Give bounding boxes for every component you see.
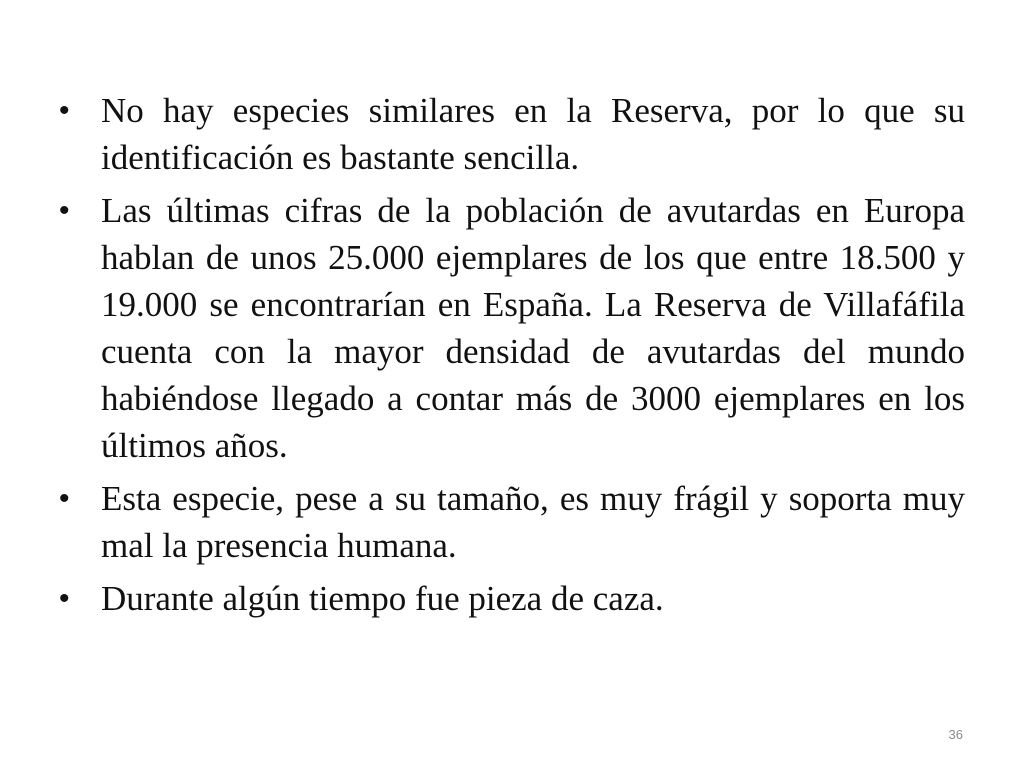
- bullet-item: [58, 187, 965, 469]
- bullet-text: Esta especie, pese a su tamaño, es muy frágil y soporta muy mal la presencia humana.: [101, 479, 965, 565]
- bullet-item: [58, 475, 965, 569]
- bullet-text: Durante algún tiempo fue pieza de caza.: [101, 579, 664, 618]
- bullet-text: Las últimas cifras de la población de avutardas en Europa hablan de unos 25.000 ejemplares de los que entre 18.500 y 19.000 se encontrarían en España. La Reserva de Villafáfila cuenta con la mayor densidad de avutardas del mundo habiéndose llegado a contar más de 3000 ejemplares en los últimos años.: [101, 191, 965, 465]
- bullet-item: [58, 575, 965, 622]
- page-number: 36: [948, 727, 963, 742]
- bullet-text: No hay especies similares en la Reserva, por lo que su identificación es bastante sencilla.: [101, 91, 965, 177]
- bullet-symbol: •: [59, 94, 70, 127]
- bullet-symbol: •: [59, 482, 70, 515]
- bullet-symbol: •: [59, 194, 70, 227]
- bullet-item: [58, 87, 965, 181]
- bullet-symbol: •: [59, 582, 70, 615]
- bullet-list: [58, 87, 965, 628]
